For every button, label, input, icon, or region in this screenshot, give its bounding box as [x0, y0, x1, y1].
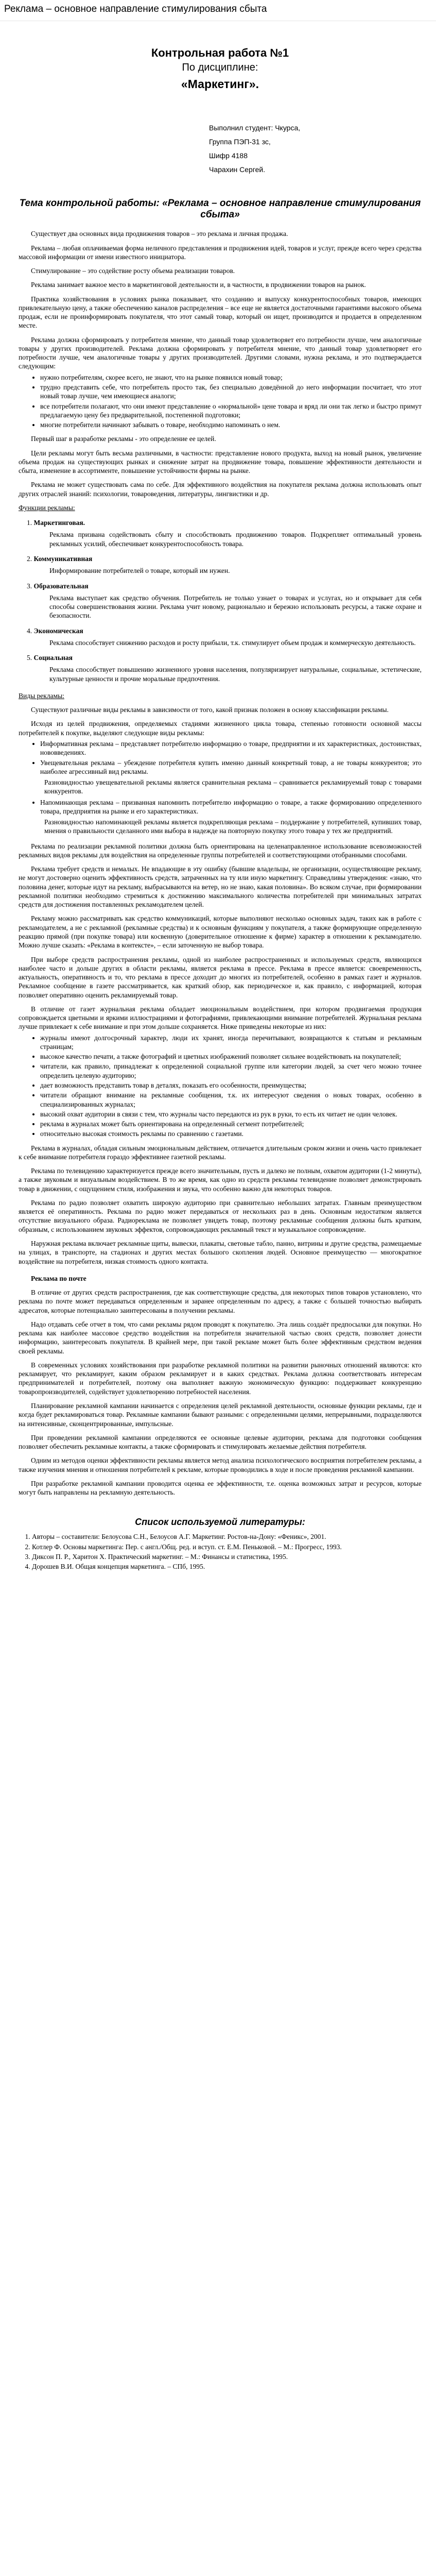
ad-types-list [19, 798, 422, 816]
function-desc: Реклама способствует повышению жизненного уровня населения, популяризирует натуральные, социальные, эстетические, культурные ценности и прочие моральные предпочтения. [49, 666, 422, 683]
paragraph: Наружная реклама включает рекламные щиты, вывески, плакаты, световые табло, панно, витрины и другие средства, размещаемые на улицах, в транспорте, на стадионах и других местах большого скопления людей. Основное преимущество — многократное воздействие на потребителя, низкая стоимость одного контакта. [19, 1239, 422, 1265]
paragraph: Надо отдавать себе отчет в том, что сами рекламы рядом проводят к покупателю. Эта лишь создаёт предпосылки для покупки. Но реклама как наиболее массовое средство воздействия на потребителя значительной частью своих средств, позволяет донести информацию, заинтересовать покупателя. В крайней мере, при такой рекламе может быть более эффективным средством ведения своей рекламы. [19, 1320, 422, 1355]
literature-item: 1. Авторы – составители: Белоусова С.Н., Белоусов А.Г. Маркетинг. Ростов-на-Дону: «Феникс», 2001. [32, 1532, 422, 1541]
paragraph: Реклама – любая оплачиваемая форма неличного представления и продвижения идей, товаров и услуг, прежде всего через средства массовой информации от имени известного инициатора. [19, 244, 422, 261]
list-item: • читатели, как правило, принадлежат к определенной социальной группе или категории людей, за счет чего можно точнее определить целевую аудиторию; [40, 1062, 422, 1080]
paragraph: Реклама по радио позволяет охватить широкую аудиторию при сравнительно небольших затратах. Главным преимуществом является её оперативность. Реклама по радио может передаваться от нескольких раз в день. Основным недостатком является отсутствие визуального образа. Радиореклама не позволяет увидеть товар, поэтому рекламные сообщения должны быть кратким, образным, с использованием звуковых эффектов, сопровождающих рекламный текст и музыкальное сопровождение. [19, 1198, 422, 1233]
list-item: • нужно потребителям, скорее всего, не знают, что на рынке появился новый товар; [40, 373, 422, 382]
document-body [0, 46, 436, 1571]
paragraph: Первый шаг в разработке рекламы - это определение ее целей. [31, 435, 216, 443]
function-name: Социальная [33, 654, 73, 662]
document-title: Реклама – основное направление стимулирования сбыта [0, 0, 436, 21]
literature-heading: Список используемой литературы: [135, 1517, 305, 1528]
function-number: 4. [27, 626, 32, 635]
list-item: • Напоминающая реклама – призванная напомнить потребителю информацию о товаре, а также формированию определенного товара, предприятия на рынке и его характеристиках. [40, 798, 422, 816]
paragraph: Разновидностью увещевательной рекламы является сравнительная реклама – сравнивается рекламируемый товар с товарами конкурентов. [44, 778, 422, 795]
reasons-list [19, 373, 422, 430]
functions-label: Функции рекламы: [19, 503, 75, 512]
paragraph: При выборе средств распространения рекламы, одной из наиболее распространенных и используемых средств, являющихся наиболее часто и дольше других в области рекламы, является реклама в прессе. Реклама в прессе является: своевременность, актуальность, оперативность и то, что реклама в прессе доходит до многих из потребителей, особенно в рамках газет и журналов. Рекламное сообщение в газете рассматривается, как краткий обзор, как периодическое и, как правило, с информацией, которая позволяет оперативно оценить рекламируемый товар. [19, 955, 422, 999]
list-item: • журналы имеют долгосрочный характер, люди их хранят, иногда перечитывают, возвращаются к статьям и рекламным страницам; [40, 1033, 422, 1052]
function-desc: Информирование потребителей о товаре, который им нужен. [49, 567, 230, 575]
paragraph: В отличие от других средств распространения, где как соответствующие средства, для некоторых типов товаров установлено, что реклама по почте может передаваться определенным и заранее определенным по адресу, а также с большей точностью выбирать адресатов, которые потенциально заинтересованы в получении рекламы. [19, 1289, 422, 1314]
list-item: • Увещевательная реклама – убеждение потребителя купить именно данный конкретный товар, а не товары конкурентов; это наиболее агрессивный вид рекламы. [40, 758, 422, 776]
function-item [19, 582, 422, 620]
paragraph: Реклама требует средств и немалых. Не впадающие в эту ошибку (бывшие владельцы, не организации, осуществляющие рекламу, не могут достоверно оценить эффективность средств, затраченных на ту или иную маркетингу. Справедливы утверждения: «знаю, что половина денег, которые идут на рекламу, выбрасываются на ветер, но не знаю, какая половина». Во всяком случае, при формировании рекламной политики необходимо стремиться к достижению максимального количества потребителей при минимальных затратах средств для достижения поставленных рекламодателем целей. [19, 865, 422, 909]
function-desc: Реклама способствует снижению расходов и росту прибыли, т.к. стимулирует объем продаж и коммерческую деятельность. [49, 638, 416, 647]
student-line: Чарахин Сергей. [209, 165, 266, 174]
paragraph: Разновидностью напоминающей рекламы является подкрепляющая реклама – поддержание у потребителей, купивших товар, мнения о правильности сделанного ими выбора в надежде на повторную покупку этого товара у тех же предприятий. [44, 818, 422, 835]
literature-item: 2. Котлер Ф. Основы маркетинга: Пер. с англ./Общ. ред. и вступ. ст. Е.М. Пеньковой. – М.: Прогресс, 1993. [32, 1543, 422, 1551]
function-number: 5. [27, 654, 32, 662]
types-label: Виды рекламы: [19, 691, 64, 700]
function-head [19, 626, 422, 635]
list-item: • все потребители полагают, что они имеют представление о «нормальной» цене товара и вряд ли они так легко и быстро примут предлагаемую цену без предварительной, постепенной подготовки; [40, 402, 422, 420]
literature-list [19, 1532, 422, 1571]
intro-section [19, 229, 422, 370]
paragraph: Рекламу можно рассматривать как средство коммуникаций, которые выполняют несколько основных задач, таких как в работе с рекламодателем, а не с рекламной (рекламные средства) и к основным функциям у покупателя, а также формирующие определенную реакцию прямой (при покупке товара) или косвенную (доверительное отношение к фирме) характер в отношении к рекламодателю. Можно лучше сказать: «Реклама в контексте», – если заточенную не выбор товара. [19, 914, 422, 950]
cover-topic: «Маркетинг». [181, 77, 259, 91]
paragraph: При проведении рекламной кампании определяются ее основные целевые аудитории, реклама для подготовки сообщения позволяет обеспечить рекламные контакты, а также сформировать и стимулировать желаемые действия потребителя. [19, 1433, 422, 1451]
function-number: 1. [27, 519, 32, 527]
function-name: Экономическая [33, 626, 83, 635]
literature-item: 3. Диксон П. Р., Харитон Х. Практический маркетинг. – М.: Финансы и статистика, 1995. [32, 1552, 422, 1561]
paragraph: В отличие от газет журнальная реклама обладает эмоциональным воздействием, при котором продвигаемая продукция сопровождается цветными и яркими иллюстрациями и фотографиями, привлекающими внимание потребителей. Журнальная реклама лучше привлекает к себе внимание и при этом дольше сохраняется. Ниже приведены некоторые из них: [19, 1005, 422, 1031]
paragraph: Реклама по реализации рекламной политики должна быть ориентирована на целенаправленное использование всевозможностей рекламных видов рекламы для воздействия на определенные группы потребителей и соответствующими отобранными способами. [19, 842, 422, 859]
list-item: • относительно высокая стоимость рекламы по сравнению с газетами. [40, 1129, 422, 1138]
paragraph: Одним из методов оценки эффективности рекламы является метод анализа психологического восприятия потребителем рекламы, а также изучения мнения и отношения потребителей к рекламе, которые проводились в ходе и после проведения рекламной кампании. [19, 1456, 422, 1473]
cover-title: Контрольная работа №1 [151, 46, 289, 60]
paragraph: Реклама не может существовать сама по себе. Для эффективного воздействия на покупателя реклама должна использовать опыт других отраслей знаний: психологии, товароведения, литературы, лингвистики и др. [19, 481, 422, 498]
paragraph: В современных условиях хозяйствования при разработке рекламной политики на развитии рыночных отношений являются: кто рекламирует, что рекламирует, каким образом рекламирует и в каких средствах. Реклама должна соответствовать интересам предпринимателей и потребителей, поэтому она выполняет важную экономическую функцию: поддерживает конкуренцию товаропроизводителей, содействует удовлетворению потребностей населения. [19, 1361, 422, 1396]
student-info [209, 121, 422, 177]
paragraph: Планирование рекламной кампании начинается с определения целей рекламной деятельности, основные функции рекламы, где и когда будет рекламироваться товар. Рекламные кампании бывают разными: с определенными целями, непрерывными, подразделяются на интенсивные, сконцентрированные, импульсные. [19, 1401, 422, 1428]
list-item: • многие потребители начинают забывать о товаре, необходимо напоминать о нем. [40, 420, 422, 429]
paragraph: Цели рекламы могут быть весьма различными, в частности: представление нового продукта, выход на новый рынок, увеличение объема продаж на существующих рынках и снижение затрат на продвижение товара, повышение эффективности деятельности и сбыта, изменение в ассортименте, повышение устойчивости фирмы на рынке. [19, 449, 422, 475]
list-item: • читатели обращают внимание на рекламные сообщения, т.к. их интересуют сведения о новых товарах, особенно в специализированных журналах; [40, 1091, 422, 1109]
list-item: • высокий охват аудитории в связи с тем, что журналы часто передаются из рук в руки, то есть их читает не один человек. [40, 1110, 422, 1118]
paragraph: Существуют различные виды рекламы в зависимости от того, какой признак положен в основу классификации рекламы. [31, 706, 389, 714]
function-item [19, 554, 422, 575]
functions-list [19, 518, 422, 683]
student-line: Шифр 4188 [209, 151, 248, 160]
paragraph: Реклама занимает важное место в маркетинговой деятельности и, в частности, в продвижении товаров на рынок. [31, 281, 366, 289]
function-head [19, 518, 422, 527]
press-list [19, 1033, 422, 1139]
student-line: Выполнил студент: Чкурса, [209, 123, 301, 132]
paragraph: Реклама в журналах, обладая сильным эмоциональным действием, отличается длительным сроком жизни и очень часто привлекает к себе внимание потребителя гораздо эффективнее газетной рекламы. [19, 1144, 422, 1161]
paragraph: Реклама по телевидению характеризуется прежде всего значительным, пусть и далеко не полным, охватом аудитории (1-2 минуты), а также звуковым и визуальным воздействием. В то же время, как одно из средств рекламы телевидение позволяет демонстрировать товар в движении, с ощущением стиля, изображения и звука, что особенно важно для некоторых товаров. [19, 1167, 422, 1193]
function-number: 2. [27, 554, 32, 563]
function-name: Образовательная [33, 582, 89, 590]
paragraph: При разработке рекламной кампании проводится оценка ее эффективности, т.е. оценка возможных затрат и ресурсов, которые могут быть направлены на рекламную деятельность. [19, 1479, 422, 1497]
ad-types-list [19, 739, 422, 776]
function-number: 3. [27, 582, 32, 590]
list-item: • трудно представить себе, что потребитель просто так, без специально доведённой до него информации посчитает, что этот новый товар лучше, чем имеющиеся аналоги; [40, 383, 422, 401]
theme-heading: Тема контрольной работы: «Реклама – основное направление стимулирования сбыта» [19, 197, 421, 221]
function-desc: Реклама призвана содействовать сбыту и способствовать продвижению товаров. Подкрепляет оптимальный уровень рекламных усилий, обеспечивает конкурентоспособность товара. [49, 531, 422, 548]
function-head [19, 653, 422, 662]
cover-subtitle: По дисциплине: [182, 62, 258, 74]
function-item [19, 518, 422, 548]
function-item [19, 626, 422, 648]
list-item: • дает возможность представить товар в деталях, показать его особенности, преимущества; [40, 1081, 422, 1090]
function-item [19, 653, 422, 683]
list-item: • Информативная реклама – представляет потребителю информацию о товаре, предприятии и их характеристиках, достоинствах, нововведениях. [40, 739, 422, 757]
literature-item: 4. Дорошев В.И. Общая концепция маркетинга. – СПб, 1995. [32, 1562, 422, 1571]
function-head [19, 582, 422, 590]
student-line: Группа ПЭП-31 зс, [209, 137, 271, 146]
list-item: • реклама в журналах может быть ориентирована на определенный сегмент потребителей; [40, 1120, 422, 1128]
body-section [19, 842, 422, 1031]
mail-heading-text: Реклама по почте [31, 1274, 86, 1282]
function-name: Коммуникативная [33, 554, 93, 563]
paragraph: Практика хозяйствования в условиях рынка показывает, что созданию и выпуску конкурентоспособных товаров, имеющих привлекательную цену, а также обеспечению каналов распределения – все еще не является достаточными гарантиями высокого объема продаж, если не проинформировать покупателя, что этот самый товар, который он ищет, производится и продается в определенном месте. [19, 295, 422, 330]
mail-heading [19, 1274, 422, 1283]
function-desc: Реклама выступает как средство обучения. Потребитель не только узнает о товарах и услугах, но и открывает для себя способы совершенствования жизни. Реклама учит новому, рационально и бережно использовать ресурсы, а также охране и безопасности. [49, 594, 422, 620]
list-item: • высокое качество печати, а также фотографий и цветных изображений позволяет сильнее воздействовать на покупателей; [40, 1052, 422, 1061]
paragraph: Существует два основных вида продвижения товаров – это реклама и личная продажа. [31, 230, 288, 238]
paragraph: Реклама должна сформировать у потребителя мнение, что данный товар удовлетворяет его потребности лучше, чем аналогичные товары у других производителей. Реклама должна сформировать у потребителя мнение, что данный товар удовлетворяет его потребности лучше, чем аналогичные товары у других производителей. Другими словами, нужна реклама, и это подтверждается следующим: [19, 335, 422, 370]
paragraph: Стимулирование – это содействие росту объема реализации товаров. [31, 267, 235, 275]
function-head [19, 554, 422, 563]
paragraph: Исходя из целей продвижения, определяемых стадиями жизненного цикла товара, степенью готовности основной массы потребителей к покупке, выделяют следующие виды рекламы: [19, 720, 422, 737]
function-name: Маркетинговая. [33, 519, 85, 527]
